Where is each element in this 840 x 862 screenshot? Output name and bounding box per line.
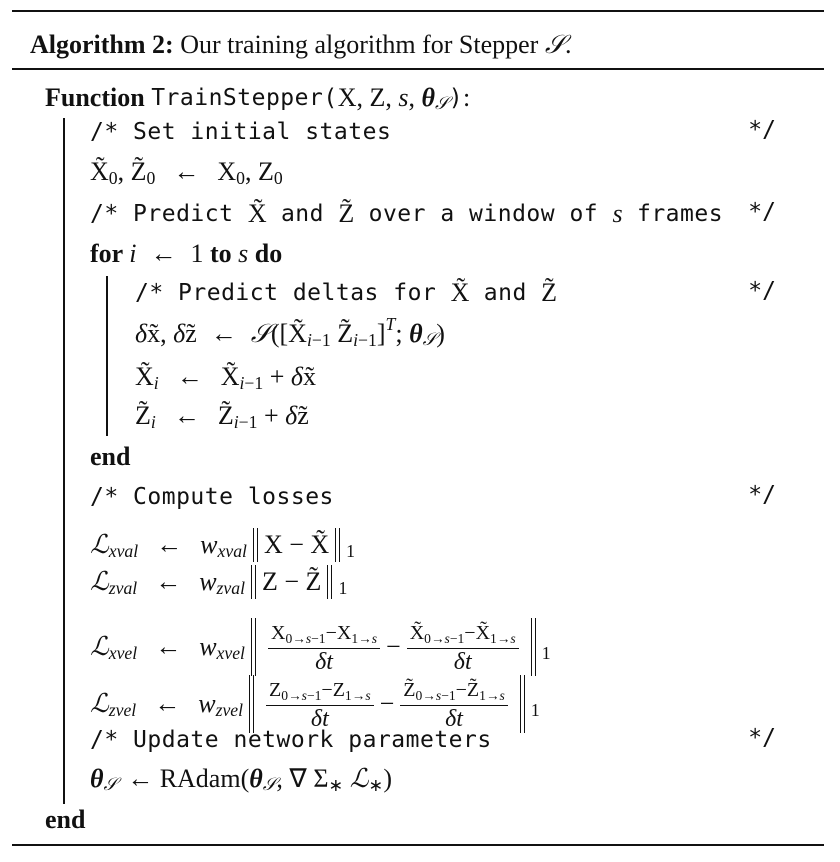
numerator xyxy=(407,622,519,649)
for-loop-header xyxy=(90,239,282,269)
denominator xyxy=(315,649,333,673)
subscript xyxy=(479,688,505,703)
math-text: ← xyxy=(155,567,182,596)
code-text: /* Set initial states xyxy=(90,119,392,145)
norm-bar xyxy=(335,528,340,562)
math-text: 0 xyxy=(273,168,283,189)
math-text: : xyxy=(463,82,471,112)
comment-close: */ xyxy=(748,199,776,225)
math-text: δ xyxy=(290,362,303,391)
math-text: θ xyxy=(90,763,104,793)
fraction xyxy=(407,622,519,673)
math-text: 0→ xyxy=(415,688,436,704)
comment-compute-losses xyxy=(90,482,334,512)
code-text: /* Predict xyxy=(90,201,248,227)
function-block-bar xyxy=(63,118,65,804)
math-text: −1 xyxy=(441,688,456,704)
math-text: end xyxy=(45,805,86,834)
math-text: , xyxy=(408,82,422,112)
math-text: ← xyxy=(154,689,181,718)
math-text: xvel xyxy=(216,643,245,664)
math-text: s xyxy=(301,688,307,704)
subscript xyxy=(154,368,159,398)
math-text: ([X̃ xyxy=(270,318,307,348)
math-text: −Z̃ xyxy=(455,678,480,701)
subscript xyxy=(263,769,277,800)
math-text: Our training algorithm for Stepper xyxy=(173,30,545,59)
math-text: −1 xyxy=(449,631,465,647)
comment-close: */ xyxy=(748,725,776,751)
comment-predict-window xyxy=(90,199,723,229)
norm-bar xyxy=(520,675,525,733)
math-text: Function xyxy=(45,82,152,112)
subscript xyxy=(424,631,464,646)
subscript xyxy=(217,573,245,603)
math-text: X̃ xyxy=(409,621,425,644)
math-text: w xyxy=(199,632,217,661)
math-text: θ xyxy=(421,82,435,112)
math-text: i xyxy=(153,373,159,394)
math-text: z̃ xyxy=(297,401,309,430)
math-text: ← xyxy=(210,318,237,348)
math-text: X xyxy=(217,157,237,186)
math-text: −1 xyxy=(306,688,322,704)
math-text: Z̃ xyxy=(403,678,416,701)
math-text: xvel xyxy=(108,643,138,664)
math-text: z̃ xyxy=(185,318,197,348)
subscript xyxy=(346,536,355,566)
math-text: δt xyxy=(453,648,472,675)
code-text: over a window of xyxy=(354,201,613,227)
subscript xyxy=(217,638,245,668)
comment-initial-states xyxy=(90,117,391,147)
subscript xyxy=(285,631,325,646)
math-text: i xyxy=(353,329,358,350)
caption-rule xyxy=(12,68,824,70)
math-text: ] xyxy=(376,318,386,348)
math-text: s xyxy=(365,688,371,704)
math-text: 𝒮 xyxy=(435,94,449,115)
math-text: ← RAdam( xyxy=(127,763,250,793)
subscript xyxy=(351,631,377,646)
code-text: /* Predict deltas for xyxy=(135,280,451,306)
math-text: i xyxy=(233,412,239,433)
math-text: θ xyxy=(249,763,263,793)
math-text: ℒ xyxy=(90,632,109,662)
math-text: ← xyxy=(176,362,203,391)
math-text: − xyxy=(379,689,395,718)
algorithm-caption xyxy=(30,30,571,60)
math-text: xval xyxy=(217,541,247,562)
math-text: s xyxy=(305,631,312,647)
norm-bar xyxy=(253,528,258,562)
code-text: and xyxy=(469,280,542,306)
math-text: w xyxy=(199,567,217,596)
math-text: X − X̃ xyxy=(263,530,330,559)
init-assignment xyxy=(90,157,283,187)
subscript xyxy=(353,325,377,355)
numerator xyxy=(400,679,508,706)
math-text: ℒ xyxy=(90,567,109,597)
loss-zval xyxy=(90,565,347,599)
subscript xyxy=(345,688,371,703)
math-text: δt xyxy=(315,648,333,675)
math-text: end xyxy=(90,442,131,471)
math-text: + xyxy=(257,401,286,430)
math-text: X̃ xyxy=(450,278,470,307)
math-text: −1 xyxy=(311,631,326,647)
math-text: , Z̃ xyxy=(117,157,147,186)
subscript xyxy=(490,631,516,646)
subscript xyxy=(216,695,243,725)
math-text: δ xyxy=(285,401,298,430)
math-text: 0 xyxy=(108,168,118,189)
math-text: ℒ xyxy=(349,763,369,794)
subscript xyxy=(151,407,156,437)
math-text: 1 xyxy=(541,643,551,664)
subscript xyxy=(274,163,283,193)
subscript xyxy=(109,695,136,725)
math-text: Z̃ xyxy=(541,278,558,307)
math-text: 1→ xyxy=(479,688,500,704)
math-text: ) xyxy=(383,763,392,793)
math-text: i xyxy=(150,412,156,433)
superscript xyxy=(385,309,395,339)
subscript xyxy=(236,163,245,193)
subscript xyxy=(338,573,347,603)
function-end xyxy=(45,805,85,835)
math-text: i xyxy=(239,373,245,394)
math-text: 1→ xyxy=(344,688,366,704)
math-text: 0 xyxy=(146,168,156,189)
math-text: 1→ xyxy=(351,631,372,647)
math-text: s xyxy=(510,631,516,647)
math-text: zval xyxy=(216,578,246,599)
loss-xval xyxy=(90,528,355,562)
math-text: T xyxy=(385,313,396,334)
math-text: 1 xyxy=(530,700,540,721)
math-text: ) xyxy=(436,318,445,348)
math-text: Z − Z̃ xyxy=(262,567,322,596)
fraction xyxy=(268,622,380,673)
math-text: + xyxy=(263,362,291,391)
math-text: X xyxy=(270,621,286,644)
subscript xyxy=(423,324,437,355)
subscript xyxy=(416,688,456,703)
math-text: ℒ xyxy=(90,530,109,560)
subscript xyxy=(307,325,331,355)
math-text: δ xyxy=(135,318,148,348)
subscript xyxy=(147,163,156,193)
math-text: for xyxy=(90,239,130,268)
math-text: s xyxy=(499,688,505,704)
math-text: 1 xyxy=(346,541,356,562)
math-text: 𝒮 xyxy=(262,775,277,796)
math-text: 𝒮 xyxy=(544,30,565,60)
subscript xyxy=(239,368,263,398)
subscript xyxy=(109,163,118,193)
subscript xyxy=(109,638,137,668)
numerator xyxy=(266,679,374,706)
math-text: ℒ xyxy=(90,689,109,719)
math-text: Z̃ xyxy=(135,401,151,430)
math-text: do xyxy=(254,239,283,268)
denominator xyxy=(454,649,472,673)
norm-bar xyxy=(531,618,536,676)
comment-close: */ xyxy=(748,482,776,508)
math-text: s xyxy=(444,631,450,647)
comment-close: */ xyxy=(748,117,776,143)
math-text: 𝒮 xyxy=(250,318,271,349)
for-end xyxy=(90,442,130,472)
math-text: −Z xyxy=(321,678,345,701)
norm-bar xyxy=(327,565,332,599)
math-text: w xyxy=(198,689,216,718)
comment-predict-deltas xyxy=(135,278,557,308)
math-text: s xyxy=(238,239,255,268)
math-text: ← xyxy=(173,157,200,186)
math-text: 1 xyxy=(338,578,348,599)
bottom-rule xyxy=(12,844,824,846)
math-text: δt xyxy=(310,705,329,732)
subscript xyxy=(531,695,540,725)
math-text: − xyxy=(386,632,401,661)
subscript xyxy=(369,770,384,800)
math-text: i xyxy=(129,239,137,268)
loss-xvel xyxy=(90,618,551,676)
fraction xyxy=(400,679,508,730)
function-signature xyxy=(45,82,470,113)
comment-update-params xyxy=(90,725,492,755)
fraction xyxy=(266,679,374,730)
math-text: −1 xyxy=(358,329,377,350)
math-text: 0 xyxy=(236,168,245,189)
numerator xyxy=(268,622,380,649)
math-text: Z̃ xyxy=(338,199,355,228)
subscript xyxy=(542,638,551,668)
subscript xyxy=(234,407,258,437)
code-text: TrainStepper( xyxy=(151,84,338,111)
math-text: δ xyxy=(173,318,186,348)
math-text: s xyxy=(435,688,442,704)
code-text: /* Compute losses xyxy=(90,484,334,510)
math-text: X̃ xyxy=(90,157,109,186)
code-text: frames xyxy=(622,201,724,227)
math-text: ← xyxy=(173,401,200,430)
math-text: xval xyxy=(108,541,139,562)
math-text: , ∇ Σ xyxy=(276,763,329,793)
math-text: to xyxy=(209,239,239,268)
subscript xyxy=(435,88,449,119)
math-text: −1 xyxy=(238,412,258,433)
math-text: i xyxy=(306,329,312,350)
math-text: Z̃ xyxy=(217,401,234,430)
math-text: Z̃ xyxy=(330,318,354,348)
math-text: 𝒮 xyxy=(103,775,118,796)
x-update xyxy=(135,362,316,392)
math-text: , Z xyxy=(244,157,274,186)
math-text: s xyxy=(398,82,409,112)
math-text: ← xyxy=(156,530,183,559)
math-text: 0→ xyxy=(424,631,445,647)
z-update xyxy=(135,401,309,431)
math-text: 𝒮 xyxy=(422,330,437,351)
math-text: Z xyxy=(269,678,282,701)
math-text: ∗ xyxy=(328,774,344,795)
math-text: Algorithm 2: xyxy=(30,30,174,59)
math-text: X, Z, xyxy=(337,82,399,112)
math-text: . xyxy=(564,30,572,59)
math-text: zvel xyxy=(108,700,137,721)
math-text: x̃ xyxy=(302,362,316,391)
math-text: 1 xyxy=(190,239,210,268)
math-text: 0→ xyxy=(285,631,306,647)
top-rule xyxy=(12,10,824,12)
math-text: x̃, xyxy=(147,318,174,348)
math-text: δt xyxy=(445,705,463,732)
math-text: s xyxy=(612,199,623,228)
subscript xyxy=(281,688,321,703)
math-text: −X xyxy=(325,621,352,644)
norm-bar xyxy=(251,618,256,676)
math-text: 1→ xyxy=(490,631,511,647)
math-text: ← xyxy=(155,632,182,661)
math-text: zvel xyxy=(215,700,244,721)
math-text: −1 xyxy=(244,373,264,394)
delta-step xyxy=(135,313,445,351)
math-text: s xyxy=(371,631,378,647)
subscript xyxy=(218,536,247,566)
math-text: −X̃ xyxy=(464,621,491,644)
subscript xyxy=(328,770,343,800)
math-text: −1 xyxy=(311,329,331,350)
norm-bar xyxy=(251,565,256,599)
math-text: w xyxy=(200,530,218,559)
math-text: X̃ xyxy=(247,199,267,228)
math-text: 0→ xyxy=(281,688,302,704)
subscript xyxy=(109,573,137,603)
code-text: and xyxy=(266,201,339,227)
for-block-bar xyxy=(106,276,108,436)
radam-update xyxy=(90,763,392,794)
code-text: ) xyxy=(448,84,464,111)
math-text: X̃ xyxy=(220,362,240,391)
comment-close: */ xyxy=(748,278,776,304)
subscript xyxy=(109,536,138,566)
math-text: X̃ xyxy=(135,362,154,391)
code-text: /* Update network parameters xyxy=(90,727,492,753)
math-text: ; xyxy=(395,318,410,348)
math-text: ∗ xyxy=(368,774,384,795)
math-text: ← xyxy=(150,239,177,268)
subscript xyxy=(104,769,118,800)
math-text: θ xyxy=(409,318,423,348)
math-text: zval xyxy=(108,578,138,599)
